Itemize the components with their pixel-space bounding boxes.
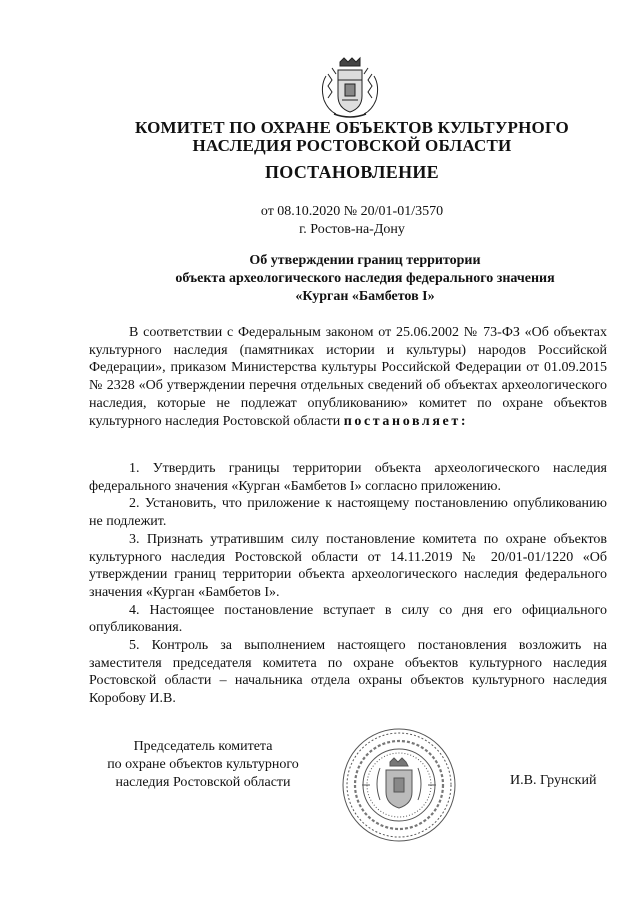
- document-type-title: ПОСТАНОВЛЕНИЕ: [265, 162, 439, 182]
- resolution-item: 3. Признать утратившим силу постановление комитета по охране объектов культурного наследия Ростовской области от 14.11.2019 № 20/01-01/1220 «Об утверждении границ территории объекта археологического наследия федерального значения «Курган «Бамбетов I».: [89, 531, 607, 600]
- preamble-text: В соответствии с Федеральным законом от 25.06.2002 № 73-ФЗ «Об объектах культурного наследия (памятниках истории и культуры) народов Российской Федерации», приказом Министерства культуры Российской Федерации от 01.09.2015 № 2328 «Об утверждении перечня отдельных сведений об объектах археологического наследия, которые не подлежат опубликованию» комитет по охране объектов культурного наследия Ростовской области: [89, 325, 607, 429]
- signatory-name: И.В. Грунский: [510, 773, 597, 788]
- official-seal-icon: [340, 726, 458, 844]
- organization-name-line1: КОМИТЕТ ПО ОХРАНЕ ОБЪЕКТОВ КУЛЬТУРНОГО: [135, 118, 569, 137]
- signatory-title-line1: Председатель комитета: [133, 739, 273, 754]
- subject-line1: Об утверждении границ территории: [249, 253, 481, 268]
- coat-of-arms-icon: [318, 56, 382, 122]
- resolution-item: 5. Контроль за выполнением настоящего постановления возложить на заместителя председателя комитета по охране объектов культурного наследия Ростовской области – начальника отдела охраны объектов культурного наследия Коробову И.В.: [89, 638, 607, 707]
- organization-name-line2: НАСЛЕДИЯ РОСТОВСКОЙ ОБЛАСТИ: [192, 136, 512, 155]
- resolution-item: 2. Установить, что приложение к настоящему постановлению опубликованию не подлежит.: [89, 496, 607, 530]
- subject-line3: «Курган «Бамбетов I»: [295, 289, 435, 304]
- signatory-title: [88, 738, 318, 792]
- resolution-item: 4. Настоящее постановление вступает в силу со дня его официального опубликования.: [89, 602, 607, 636]
- signatory-title-line3: наследия Ростовской области: [115, 775, 291, 790]
- city: г. Ростов-на-Дону: [299, 222, 405, 237]
- subject-line2: объекта археологического наследия федерального значения: [175, 271, 555, 286]
- resolution-items: [89, 460, 607, 708]
- preamble: [89, 324, 607, 430]
- resolution-item: 1. Утвердить границы территории объекта археологического наследия федерального значения «Курган «Бамбетов I» согласно приложению.: [89, 461, 607, 494]
- date-number: от 08.10.2020 № 20/01-01/3570: [260, 204, 444, 219]
- signatory-title-line2: по охране объектов культурного: [107, 757, 299, 772]
- decree-word: постановляет:: [343, 413, 469, 429]
